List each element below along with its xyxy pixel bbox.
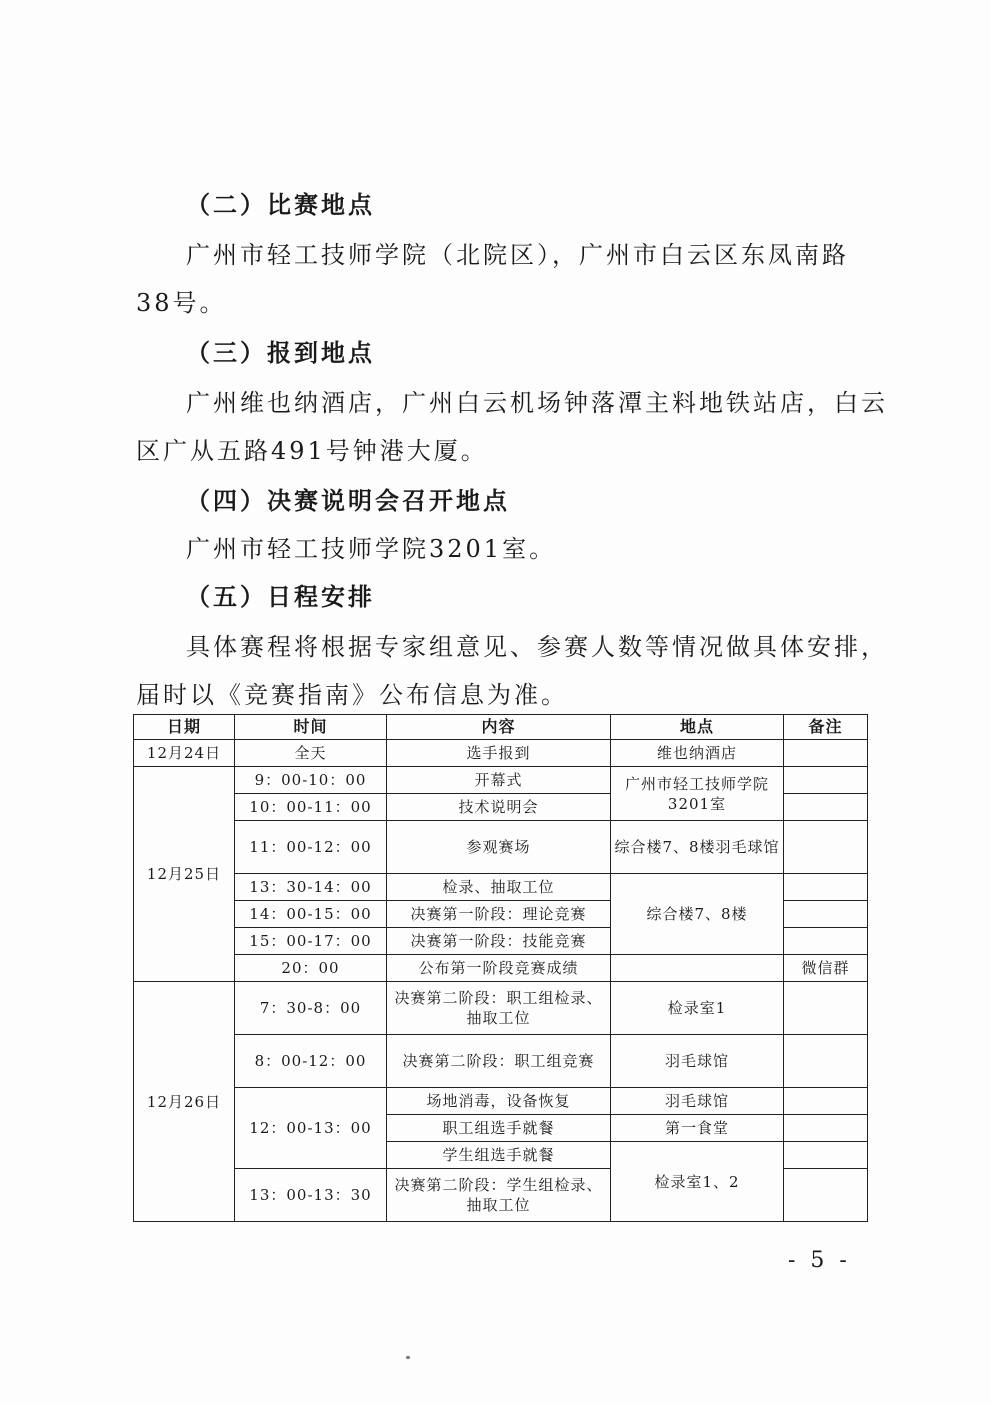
note-cell — [784, 1088, 868, 1115]
note-cell — [784, 1115, 868, 1142]
time-cell: 13：00-13：30 — [235, 1169, 387, 1222]
time-cell: 全天 — [235, 740, 387, 767]
schedule-line-2: 届时以《竞赛指南》公布信息为准。 — [136, 681, 568, 709]
table-row — [134, 1088, 868, 1115]
table-row — [134, 821, 868, 874]
table-row — [134, 740, 868, 767]
header-date: 日期 — [134, 715, 235, 740]
note-cell — [784, 874, 868, 901]
checkin-line-1: 广州维也纳酒店，广州白云机场钟落潭主料地铁站店，白云 — [186, 389, 888, 417]
note-cell — [784, 1142, 868, 1169]
time-cell: 11：00-12：00 — [235, 821, 387, 874]
venue-line-1: 广州市轻工技师学院（北院区），广州市白云区东凤南路 — [186, 241, 849, 269]
time-cell: 20：00 — [235, 955, 387, 982]
content-cell: 公布第一阶段竞赛成绩 — [387, 955, 611, 982]
content-cell: 决赛第二阶段：学生组检录、抽取工位 — [387, 1169, 611, 1222]
time-cell: 7：30-8：00 — [235, 982, 387, 1035]
schedule-heading: （五）日程安排 — [186, 582, 375, 611]
time-cell: 13：30-14：00 — [235, 874, 387, 901]
place-cell: 第一食堂 — [611, 1115, 784, 1142]
place-cell: 综合楼7、8楼 — [611, 874, 784, 955]
date-cell: 12月24日 — [134, 740, 235, 767]
note-cell — [784, 1169, 868, 1222]
briefing-heading: （四）决赛说明会召开地点 — [186, 486, 510, 515]
header-note: 备注 — [784, 715, 868, 740]
place-cell: 检录室1 — [611, 982, 784, 1035]
header-time: 时间 — [235, 715, 387, 740]
checkin-line-2: 区广从五路491号钟港大厦。 — [136, 437, 488, 465]
place-cell: 维也纳酒店 — [611, 740, 784, 767]
content-cell: 职工组选手就餐 — [387, 1115, 611, 1142]
time-cell: 8：00-12：00 — [235, 1035, 387, 1088]
place-cell: 检录室1、2 — [611, 1142, 784, 1222]
checkin-heading: （三）报到地点 — [186, 338, 375, 367]
schedule-table — [133, 714, 868, 1222]
content-cell: 检录、抽取工位 — [387, 874, 611, 901]
table-header-row — [134, 715, 868, 740]
time-cell: 10：00-11：00 — [235, 794, 387, 821]
content-cell: 参观赛场 — [387, 821, 611, 874]
note-cell — [784, 767, 868, 794]
venue-line-2: 38号。 — [136, 289, 227, 317]
table-row — [134, 982, 868, 1035]
time-cell: 15：00-17：00 — [235, 928, 387, 955]
note-cell — [784, 740, 868, 767]
note-cell: 微信群 — [784, 955, 868, 982]
note-cell — [784, 794, 868, 821]
content-cell: 学生组选手就餐 — [387, 1142, 611, 1169]
place-cell: 广州市轻工技师学院3201室 — [611, 767, 784, 821]
content-cell: 决赛第二阶段：职工组竞赛 — [387, 1035, 611, 1088]
note-cell — [784, 928, 868, 955]
time-cell: 12：00-13：00 — [235, 1088, 387, 1169]
table-row — [134, 874, 868, 901]
date-cell: 12月26日 — [134, 982, 235, 1222]
content-cell: 决赛第一阶段：理论竞赛 — [387, 901, 611, 928]
schedule-line-1: 具体赛程将根据专家组意见、参赛人数等情况做具体安排， — [186, 633, 888, 661]
place-cell — [611, 955, 784, 982]
note-cell — [784, 901, 868, 928]
date-cell: 12月25日 — [134, 767, 235, 982]
note-cell — [784, 1035, 868, 1088]
content-cell: 技术说明会 — [387, 794, 611, 821]
place-cell: 羽毛球馆 — [611, 1035, 784, 1088]
briefing-line-1: 广州市轻工技师学院3201室。 — [186, 535, 557, 563]
place-cell: 综合楼7、8楼羽毛球馆 — [611, 821, 784, 874]
time-cell: 9：00-10：00 — [235, 767, 387, 794]
content-cell: 开幕式 — [387, 767, 611, 794]
table-row — [134, 955, 868, 982]
note-cell — [784, 821, 868, 874]
content-cell: 场地消毒，设备恢复 — [387, 1088, 611, 1115]
content-cell: 决赛第一阶段：技能竞赛 — [387, 928, 611, 955]
scan-speck — [406, 1356, 410, 1359]
header-place: 地点 — [611, 715, 784, 740]
table-row — [134, 767, 868, 794]
place-cell: 羽毛球馆 — [611, 1088, 784, 1115]
note-cell — [784, 982, 868, 1035]
header-content: 内容 — [387, 715, 611, 740]
time-cell: 14：00-15：00 — [235, 901, 387, 928]
venue-heading: （二）比赛地点 — [186, 190, 375, 219]
page-number: - 5 - — [788, 1248, 851, 1273]
content-cell: 决赛第二阶段：职工组检录、抽取工位 — [387, 982, 611, 1035]
table-row — [134, 1035, 868, 1088]
content-cell: 选手报到 — [387, 740, 611, 767]
